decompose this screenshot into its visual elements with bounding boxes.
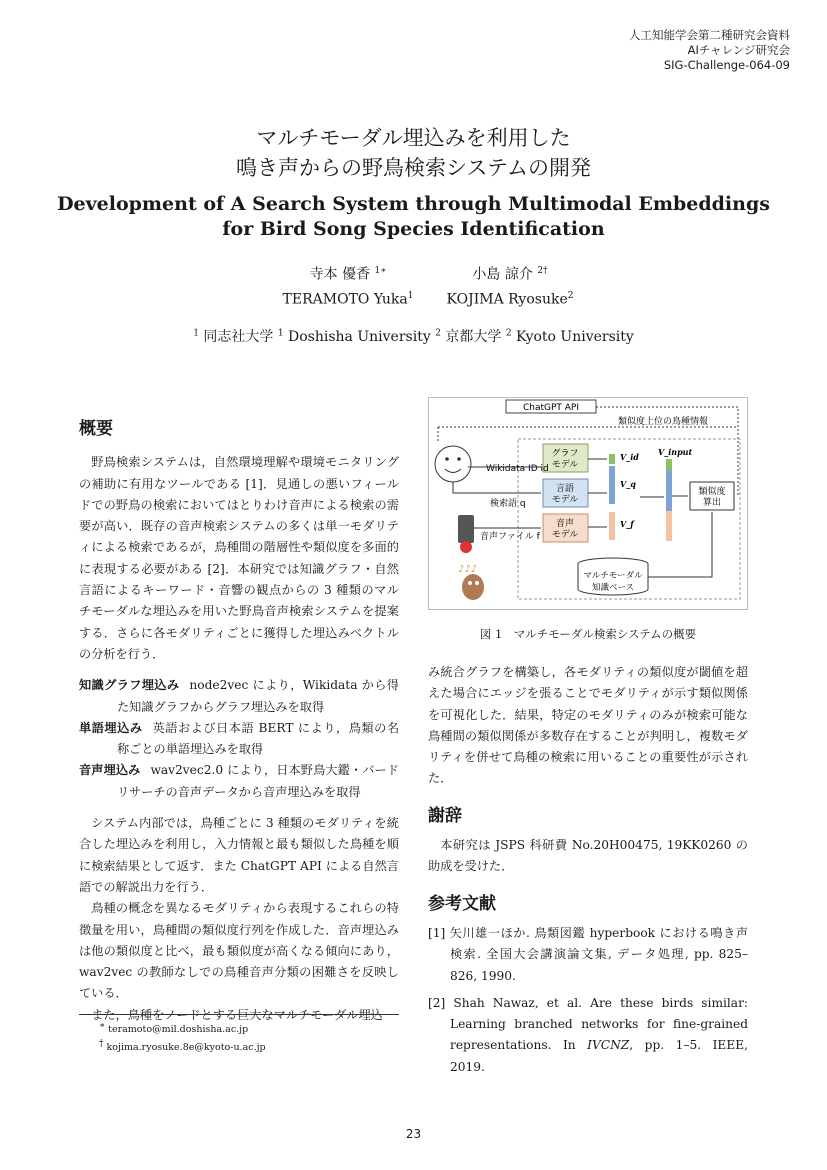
similarity-label-1: 類似度 [698,487,726,497]
phone-icon [458,515,474,543]
lang-model-label-1: 言語 [555,484,575,494]
vector-q-bar [609,466,615,504]
vector-f-bar [609,512,615,540]
wikidata-label: Wikidata ID id [486,464,549,474]
record-icon [460,541,472,553]
abstract-para-3: 鳥種の概念を異なるモダリティから表現するこれらの特徴量を用い，鳥種間の類似度行列を作成した．音声埋込みは他の類似度と比べ，最も類似度が高くなる傾向にあり，wav2vec の教師なしでの鳥種音声分類の困難さを反映している． [79,901,399,1001]
affil-1-ja: 同志社大学 [203,329,274,345]
audio-model-label-2: モデル [551,530,579,540]
reference-2-text-b: , pp. 1–5. IEEE, 2019. [450,1038,748,1074]
affil-mark-2b: 2 [505,328,512,339]
author-1-ja-sup: 1∗ [374,266,387,276]
system-overview-figure [428,397,748,610]
footnote-1-email: teramoto@mil.doshisha.ac.jp [108,1024,249,1036]
vector-input-q [666,471,672,511]
references-heading: 参考文献 [428,893,496,914]
audio-model-label-1: 音声 [555,519,575,529]
graph-model-label-2: モデル [551,460,579,470]
term-audio-desc: wav2vec2.0 により，日本野鳥大鑑・バードリサーチの音声データから音声埋込みを取得 [117,763,399,799]
vector-id-bar [609,454,615,464]
author-2 [420,261,600,310]
footnote-2 [79,1037,399,1055]
user-face-eye-left [445,457,449,461]
author-2-en-sup: 2 [567,290,574,301]
reference-1 [428,923,748,987]
abstract-para-2: システム内部では，鳥種ごとに 3 種類のモダリティを統合した埋込みを利用し，入力情報と最も類似した鳥種を順に検索結果として返す．また ChatGPT API による自然言語での解説出力を行う． [79,816,399,894]
affil-mark-1a: 1 [193,328,199,339]
vector-f-label: V_f [620,519,634,529]
title-en-line-2: for Bird Song Species Identification [222,218,605,240]
vector-id-label: V_id [620,452,639,462]
vector-input-id [666,459,672,471]
author-1 [248,261,448,310]
kb-label-1: マルチモーダル [583,571,643,581]
affil-1-en: Doshisha University [288,329,431,345]
term-kg-desc: node2vec により，Wikidata から得た知識グラフからグラフ埋込みを取得 [117,678,399,714]
venue-header [629,28,790,73]
ack-text: 本研究は JSPS 科研費 No.20H00475, 19KK0260 の助成を受けた． [428,838,748,874]
lang-model-label-2: モデル [551,495,579,505]
author-1-en-sup: 1 [407,290,414,301]
reference-1-text: 矢川雄一ほか. 鳥類図鑑 hyperbook における鳴き声検索. 全国大会講演論文集, データ処理, pp. 825–826, 1990. [449,925,749,983]
bird-eye-left [468,581,472,585]
similarity-label-2: 算出 [702,498,722,508]
ack-heading: 謝辞 [428,805,462,826]
term-item-audio [79,760,399,803]
audio-file-label: 音声ファイル f [480,532,540,542]
affil-2-ja: 京都大学 [445,329,502,345]
reference-2-num: [2] [428,995,446,1010]
keyword-label: 検索語 q [490,499,526,509]
right-column [428,662,748,1078]
reference-2 [428,993,748,1078]
user-face-icon [435,446,471,482]
figure-caption: 図 1 マルチモーダル検索システムの概要 [479,627,697,641]
title-en-line-1: Development of A Search System through Multimodal Embeddings [57,193,770,215]
system-diagram [428,397,748,610]
vector-q-label: V_q [620,479,636,489]
abstract-heading: 概要 [79,419,113,439]
affil-mark-2a: 2 [435,328,441,339]
footnote-1-mark: ∗ [99,1021,106,1031]
abstract-para-1: 野鳥検索システムは，自然環境理解や環境モニタリングの補助に有用なツールである [1]．見通しの悪いフィールドでの野鳥の検索においてはとりわけ音声による検索の需要が高い．既存の音声検索システムの多くは単一モダリティによる検索であるが，鳥種間の階層性や類似度を多面的に表現する必要がある [2]．本研究では知識グラフ・自然言語によるキーワード・音響の観点からの 3 種類のマルチモーダルな埋込みを用いた野鳥音声検索システムを提案する．さらに各モダリティごとに獲得した埋込みベクトルの分析を行う． [79,455,399,661]
footnote-1 [79,1019,399,1037]
footnote-2-mark: † [99,1039,104,1050]
term-item-kg [79,675,399,718]
author-2-en: KOJIMA Ryosuke [446,291,568,308]
affil-2-en: Kyoto University [516,329,634,345]
bird-eye-right [475,581,479,585]
term-word: 単語埋込み [79,720,143,735]
affil-mark-1b: 1 [277,328,284,339]
left-column [79,419,399,1026]
footnote-2-email: kojima.ryosuke.8e@kyoto-u.ac.jp [106,1042,266,1054]
reference-2-venue: IVCNZ [587,1038,630,1053]
music-notes-icon: ♪♪♪ [458,564,478,575]
term-list [79,675,399,803]
venue-line-2: AIチャレンジ研究会 [687,43,790,57]
venue-line-3: SIG-Challenge-064-09 [663,58,790,72]
venue-line-1: 人工知能学会第二種研究会資料 [629,28,790,42]
kb-label-2: 知識ベース [591,583,635,593]
title-ja-line-1: マルチモーダル埋込みを利用した [256,126,571,150]
bird-icon [462,574,484,600]
author-1-en: TERAMOTO Yuka [282,291,408,308]
term-item-word [79,718,399,761]
author-2-ja-sup: 2† [537,266,548,276]
vector-input-label: V_input [658,447,693,457]
top-info-label: 類似度上位の鳥種情報 [618,417,709,427]
title-ja-line-2: 鳴き声からの野鳥検索システムの開発 [236,156,591,180]
abstract-para-4: また，鳥種をノードとする巨大なマルチモーダル埋込 [91,1007,383,1022]
user-face-eye-right [457,457,461,461]
term-kg: 知識グラフ埋込み [79,678,180,693]
page-number: 23 [405,1127,422,1141]
chatgpt-label: ChatGPT API [522,403,580,413]
footnotes [79,1014,399,1055]
author-1-ja: 寺本 優香 [309,266,371,283]
abstract-para-4-cont: み統合グラフを構築し，各モダリティの類似度が閾値を超えた場合にエッジを張ることでモダリティが示す類似関係を可視化した．結果，特定のモダリティのみが検索可能な鳥種間の類似関係が多数存在することが判明し，複数モダリティを併せて鳥種の検索に用いることの重要性が示された． [428,665,748,786]
term-word-desc: 英語および日本語 BERT により，鳥類の名称ごとの単語埋込みを取得 [117,720,400,757]
vector-input-f [666,511,672,541]
reference-1-num: [1] [428,925,446,940]
term-audio: 音声埋込み [79,763,141,778]
affiliations [0,326,827,346]
author-2-ja: 小島 諒介 [472,266,533,283]
reference-2-text-a: Shah Nawaz, et al. Are these birds similar: Learning branched networks for fine-grained representations. In [450,995,749,1053]
graph-model-label-1: グラフ [551,449,579,459]
